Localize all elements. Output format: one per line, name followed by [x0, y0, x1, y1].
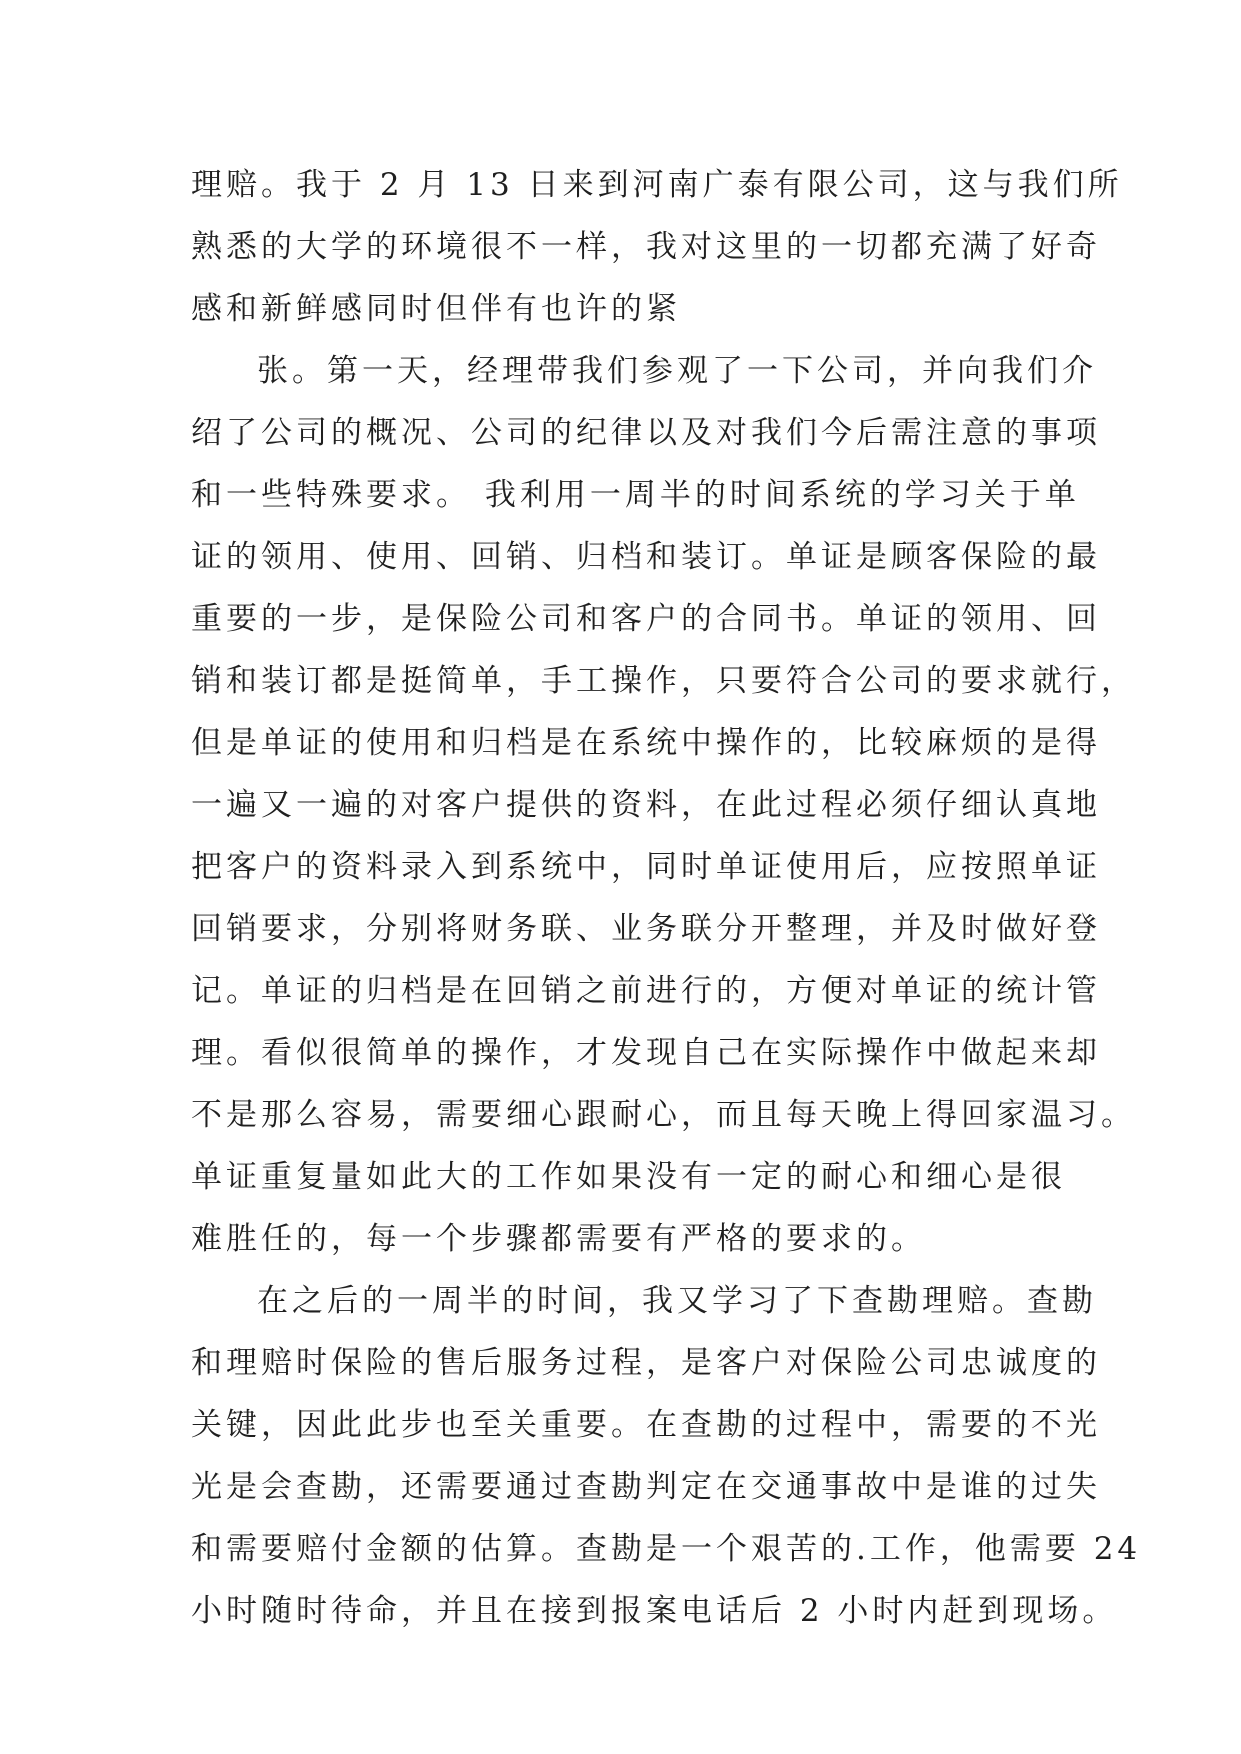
text-line: 但是单证的使用和归档是在系统中操作的，比较麻烦的是得	[191, 725, 1101, 761]
paragraph-2	[191, 340, 1136, 1270]
text-line: 单证重复量如此大的工作如果没有一定的耐心和细心是很	[191, 1159, 1066, 1195]
text-line: 在之后的一周半的时间，我又学习了下查勘理赔。查勘	[257, 1283, 1097, 1319]
text-line: 难胜任的，每一个步骤都需要有严格的要求的。	[191, 1221, 926, 1257]
text-line: 小时随时待命，并且在接到报案电话后 2 小时内赶到现场。	[191, 1593, 1118, 1629]
text-line: 回销要求，分别将财务联、业务联分开整理，并及时做好登	[191, 911, 1101, 947]
text-line: 证的领用、使用、回销、归档和装订。单证是顾客保险的最	[191, 539, 1101, 575]
paragraph-3	[191, 1270, 1142, 1642]
text-line: 绍了公司的概况、公司的纪律以及对我们今后需注意的事项	[191, 415, 1101, 451]
text-line: 把客户的资料录入到系统中，同时单证使用后，应按照单证	[191, 849, 1101, 885]
text-line: 理赔。我于 2 月 13 日来到河南广泰有限公司，这与我们所	[191, 167, 1123, 203]
text-line: 张。第一天，经理带我们参观了一下公司，并向我们介	[257, 353, 1097, 389]
text-line: 理。看似很简单的操作，才发现自己在实际操作中做起来却	[191, 1035, 1101, 1071]
text-line: 和一些特殊要求。 我利用一周半的时间系统的学习关于单	[191, 477, 1080, 513]
text-line: 光是会查勘，还需要通过查勘判定在交通事故中是谁的过失	[191, 1469, 1101, 1505]
document-page	[191, 154, 1142, 1642]
text-line: 关键，因此此步也至关重要。在查勘的过程中，需要的不光	[191, 1407, 1101, 1443]
text-line: 感和新鲜感同时但伴有也许的紧	[191, 291, 681, 327]
paragraph-1	[191, 154, 1123, 340]
text-line: 一遍又一遍的对客户提供的资料，在此过程必须仔细认真地	[191, 787, 1101, 823]
text-line: 和理赔时保险的售后服务过程，是客户对保险公司忠诚度的	[191, 1345, 1101, 1381]
text-line: 重要的一步，是保险公司和客户的合同书。单证的领用、回	[191, 601, 1101, 637]
text-line: 熟悉的大学的环境很不一样，我对这里的一切都充满了好奇	[191, 229, 1101, 265]
text-line: 不是那么容易，需要细心跟耐心，而且每天晚上得回家温习。	[191, 1097, 1136, 1133]
text-line: 和需要赔付金额的估算。查勘是一个艰苦的.工作，他需要 24	[191, 1531, 1142, 1567]
text-line: 记。单证的归档是在回销之前进行的，方便对单证的统计管	[191, 973, 1101, 1009]
text-line: 销和装订都是挺简单，手工操作，只要符合公司的要求就行，	[191, 663, 1136, 699]
